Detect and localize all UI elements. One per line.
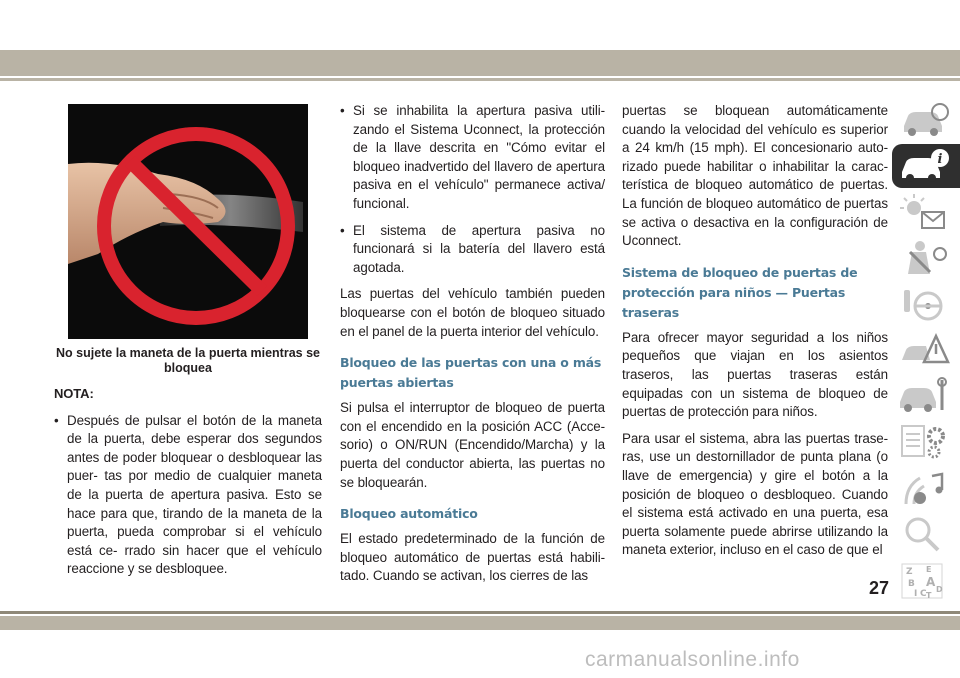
specifications-gear-icon[interactable] [892,420,960,464]
svg-text:A: A [926,575,936,589]
note-label: NOTA: [54,386,94,401]
car-info-icon[interactable] [892,144,960,188]
paragraph: Para usar el sistema, abra las puertas trase- ras, use un destornillador de punta plana (o llave de emergencia) y gire el botón a la posición de bloqueo o desbloqueo. Cuando el sistema está activado en una puerta, esa puerta solamente puede abrirse utilizando la maneta exterior, incluso en el caso de que el [622,430,888,558]
column-3 [622,102,888,568]
list-item: • El sistema de apertura pasiva no funcionará si la batería del llavero está agotada. [340,222,605,275]
airbag-seatbelt-icon[interactable] [892,236,960,280]
figure-caption: No sujete la maneta de la puerta mientras se bloquea [56,346,320,375]
door-handle-prohibited-illustration [68,104,308,339]
footer-band [0,616,960,630]
svg-text:E: E [926,565,932,574]
search-index-icon[interactable] [892,512,960,556]
list-item: • Después de pulsar el botón de la maneta de la puerta, debe esperar dos segundos antes de poder bloquear o desbloquear las puer- tas por medio de cualquier maneta de la puerta de apertura pasiva. Esto se hace para que, tirando de la maneta de la puerta, pueda comprobar si el vehículo está ce- rrado sin hacer que el vehículo reaccione y se desbloquee. [54,412,322,577]
multimedia-music-icon[interactable] [892,466,960,510]
section-heading: Bloqueo de las puertas con una o más puertas abiertas [340,355,602,391]
figure-photo [68,104,308,339]
paragraph: El estado predeterminado de la función de bloqueo automático de puertas está habili- tado. Cuando se activan, los cierres de las [340,531,605,584]
paragraph: Si pulsa el interruptor de bloqueo de puerta con el encendido en la posición ACC (Acce- sorio) o ON/RUN (Encendido/Marcha) y la puerta del conductor abierta, las puertas no se bloquearán. [340,400,605,490]
car-dashboard-icon[interactable] [892,98,960,142]
paragraph: puertas se bloquean automáticamente cuando la velocidad del vehículo es superior a 24 km/h (15 mph). El concesionario auto- rizado puede habilitar o inhabilitar la carac- terística de bloqueo automático de puertas. La función de bloqueo automático de puertas se activa o desactiva en la configuración de Uconnect. [622,103,888,249]
page-number: 27 [868,578,890,598]
steering-driving-icon[interactable] [892,282,960,326]
svg-text:Z: Z [906,567,913,577]
warning-light-message-icon[interactable] [892,190,960,234]
svg-text:I: I [914,589,918,599]
list-item: • Si se inhabilita la apertura pasiva utili- zando el Sistema Uconnect, la protección de la llave descrita en "Cómo evitar el bloqueo inadvertido del llavero de apertura pasiva en el vehículo" permanece activa/ funcional. [340,103,605,211]
roadside-warning-icon[interactable] [892,328,960,372]
svg-text:i: i [937,152,943,167]
header-rule [0,78,960,81]
svg-text:C: C [920,589,927,599]
paragraph: Para ofrecer mayor seguridad a los niños pequeños que viajan en los asientos traseros, las puertas traseras están equipadas con un sistema de bloqueo de puertas de protección para niños. [622,329,888,420]
section-heading: Bloqueo automático [340,506,478,522]
column-2 [340,102,605,594]
paragraph: Las puertas del vehículo también pueden bloquearse con el botón de bloqueo situado en el panel de la puerta interior del vehículo. [340,286,605,339]
watermark: carmanualsonline.info [585,648,800,671]
header-band [0,50,960,76]
column-1 [54,385,322,587]
svg-text:B: B [908,579,915,589]
svg-text:D: D [936,585,943,594]
section-heading: Sistema de bloqueo de puertas de protección para niños — Puertas traseras [622,264,858,320]
footer-rule [0,611,960,614]
language-letters-icon[interactable] [892,558,960,602]
svg-text:T: T [926,591,932,600]
car-maintenance-icon[interactable] [892,374,960,418]
